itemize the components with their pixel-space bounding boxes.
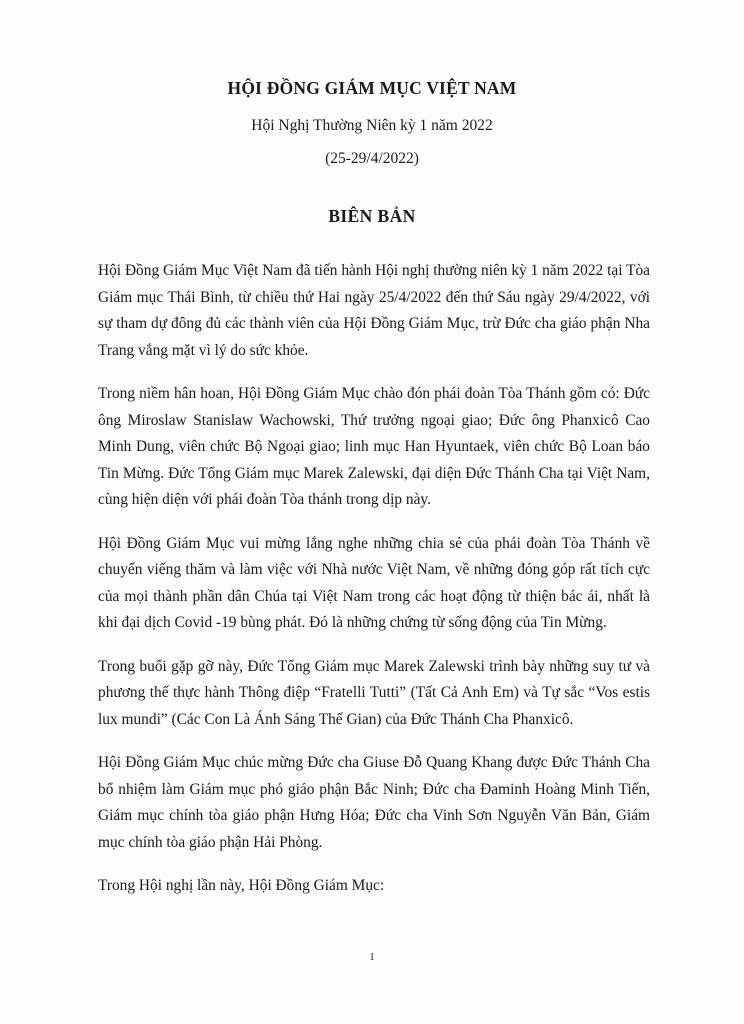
- document-body: [98, 258, 650, 917]
- paragraph-5: Hội Đồng Giám Mục chúc mừng Đức cha Giuse Đỗ Quang Khang được Đức Thánh Cha bổ nhiệm làm Giám mục phó giáo phận Bắc Ninh; Đức cha Đaminh Hoàng Minh Tiến, Giám mục chính tòa giáo phận Hưng Hóa; Đức cha Vinh Sơn Nguyễn Văn Bản, Giám mục chính tòa giáo phận Hải Phòng.: [98, 754, 650, 851]
- organization-heading: HỘI ĐỒNG GIÁM MỤC VIỆT NAM: [227, 78, 517, 98]
- paragraph-6: Trong Hội nghị lần này, Hội Đồng Giám Mục:: [98, 877, 385, 894]
- page-number: 1: [369, 952, 375, 963]
- paragraph-4: Trong buổi gặp gỡ này, Đức Tổng Giám mục Marek Zalewski trình bày những suy tư và phương thế thực hành Thông điệp “Fratelli Tutti” (Tất Cả Anh Em) và Tự sắc “Vos estis lux mundi” (Các Con Là Ánh Sáng Thế Gian) của Đức Thánh Cha Phanxicô.: [98, 657, 650, 728]
- meeting-dates: (25-29/4/2022): [325, 150, 419, 167]
- document-title: BIÊN BẢN: [328, 206, 416, 226]
- meeting-subtitle: Hội Nghị Thường Niên kỳ 1 năm 2022: [251, 117, 493, 134]
- paragraph-3: Hội Đồng Giám Mục vui mừng lắng nghe những chia sẻ của phái đoàn Tòa Thánh về chuyến viếng thăm và làm việc với Nhà nước Việt Nam, về những đóng góp rất tích cực của mọi thành phần dân Chúa tại Việt Nam trong các hoạt động từ thiện bác ái, nhất là khi đại dịch Covid -19 bùng phát. Đó là những chứng từ sống động của Tin Mừng.: [98, 534, 650, 631]
- paragraph-1: Hội Đồng Giám Mục Việt Nam đã tiến hành Hội nghị thường niên kỳ 1 năm 2022 tại Tòa Giám mục Thái Bình, từ chiều thứ Hai ngày 25/4/2022 đến thứ Sáu ngày 29/4/2022, với sự tham dự đông đủ các thành viên của Hội Đồng Giám Mục, trừ Đức cha giáo phận Nha Trang vắng mặt vì lý do sức khỏe.: [98, 262, 650, 359]
- paragraph-2: Trong niềm hân hoan, Hội Đồng Giám Mục chào đón phái đoàn Tòa Thánh gồm có: Đức ông Miroslaw Stanislaw Wachowski, Thứ trưởng ngoại giao; Đức ông Phanxicô Cao Minh Dung, viên chức Bộ Ngoại giao; linh mục Han Hyuntaek, viên chức Bộ Loan báo Tin Mừng. Đức Tổng Giám mục Marek Zalewski, đại diện Đức Thánh Cha tại Việt Nam, cùng hiện diện với phái đoàn Tòa thánh trong dịp này.: [98, 385, 650, 508]
